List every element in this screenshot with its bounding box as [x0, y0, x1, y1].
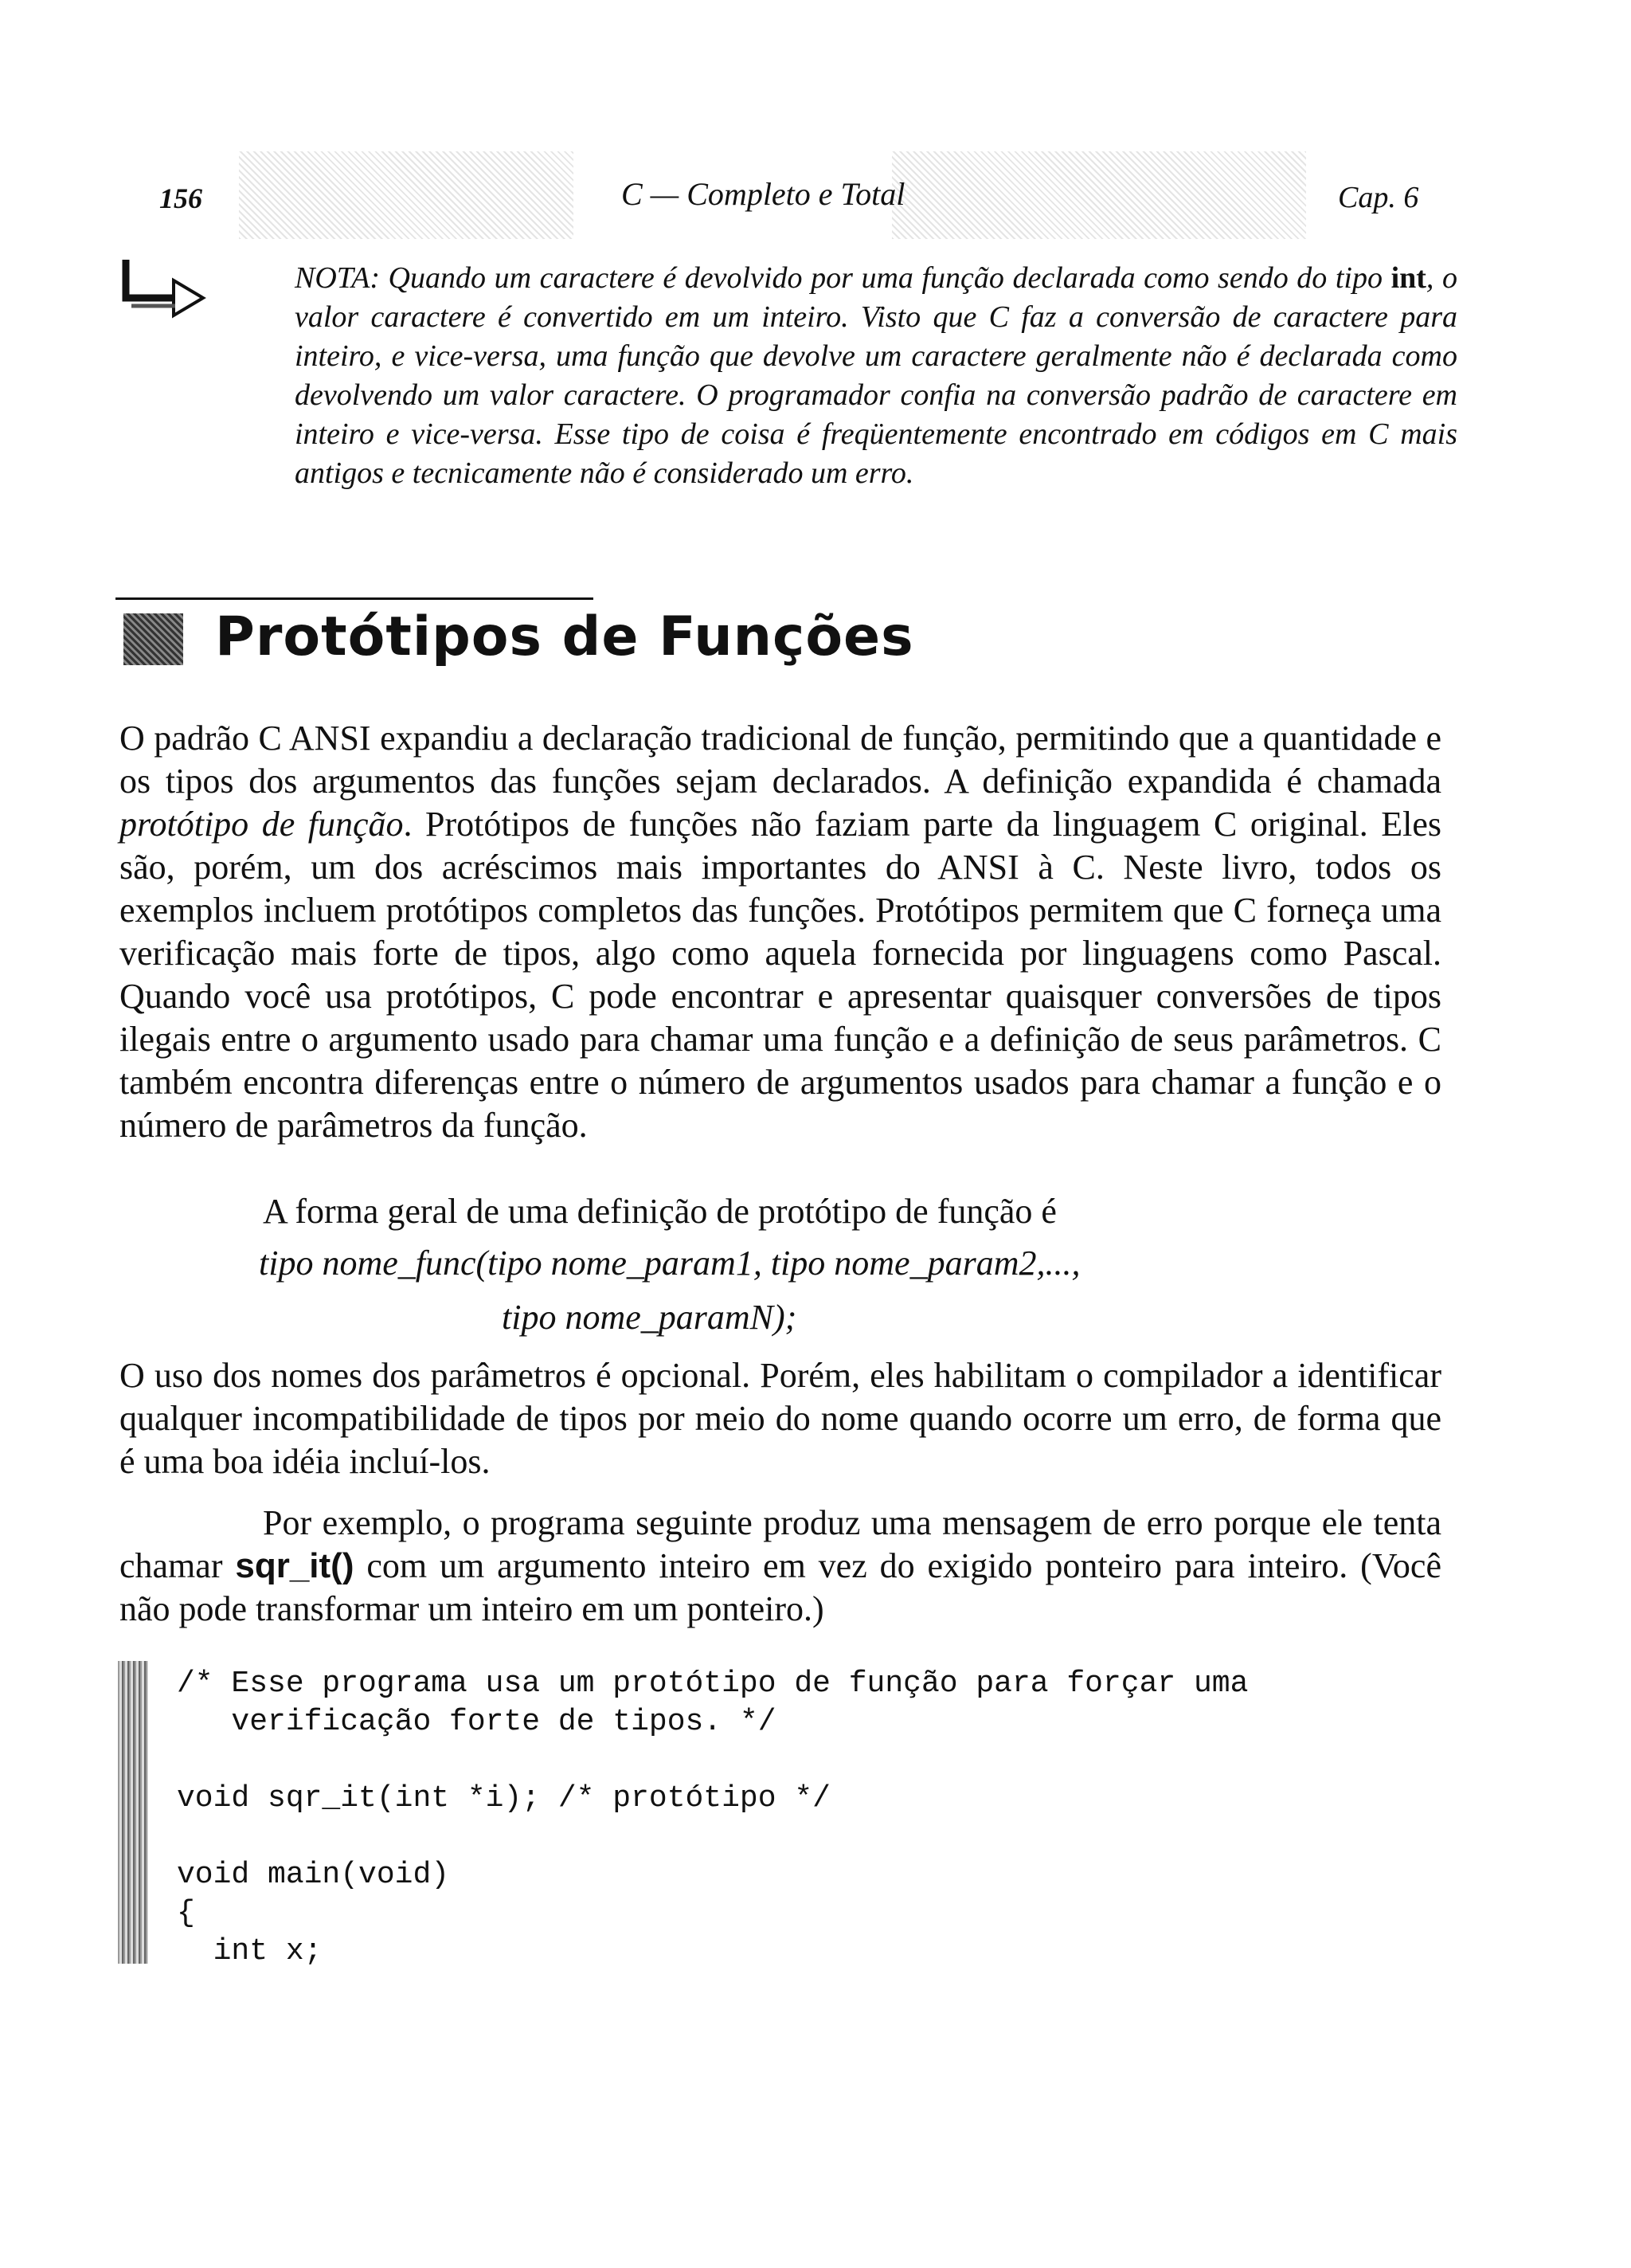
note-text-2: , o valor caractere é convertido em um inteiro. Visto que C faz a conversão de caractere para inteiro, e vice-versa, uma função que devolve um caractere geralmente não é declarada como devolvendo um valor caractere. O programador confia na conversão padrão de caractere em inteiro e vice-versa. Esse tipo de coisa é freqüentemente encontrado em códigos em C mais antigos e tecnicamente não é considerado um erro.	[295, 261, 1458, 490]
general-form-line-2: tipo nome_paramN);	[502, 1298, 797, 1337]
paragraph-2: O uso dos nomes dos parâmetros é opcional. Porém, eles habilitam o compilador a identificar qualquer incompatibilidade de tipos por meio do nome quando ocorre um erro, de forma que é uma boa idéia incluí-los.	[119, 1356, 1441, 1481]
p3-text-1: Por exemplo, o programa seguinte produz uma mensagem de erro porque ele tenta chamar	[119, 1503, 1441, 1585]
p3-function-name: sqr_it()	[235, 1546, 354, 1585]
general-form-line-1: tipo nome_func(tipo nome_param1, tipo nome_param2,...,	[259, 1244, 1081, 1283]
heading-square-icon	[123, 613, 183, 665]
p3-text-2: com um argumento inteiro em vez do exigido ponteiro para inteiro. (Você não pode transformar um inteiro em um ponteiro.)	[119, 1546, 1441, 1628]
header-shade-right	[892, 151, 1306, 239]
running-title: C — Completo e Total	[621, 176, 905, 212]
section-heading: Protótipos de Funções	[215, 605, 914, 668]
general-form-intro: A forma geral de uma definição de protótipo de função é	[263, 1192, 1057, 1231]
note-block	[295, 259, 1457, 493]
note-keyword-int: int	[1390, 261, 1426, 295]
note-text-1: Quando um caractere é devolvido por uma função declarada como sendo do tipo	[379, 261, 1391, 295]
page-number: 156	[159, 182, 202, 214]
p1-text-1: O padrão C ANSI expandiu a declaração tradicional de função, permitindo que a quantidade e os tipos dos argumentos das funções sejam declarados. A definição expandida é chamada	[119, 719, 1441, 801]
code-margin-bar	[118, 1661, 148, 1964]
chapter-label: Cap. 6	[1338, 181, 1419, 214]
code-listing: /* Esse programa usa um protótipo de função para forçar uma verificação forte de tipos. */ void sqr_it(int *i); /* protótipo */ void main(void) { int x;	[177, 1667, 1249, 1968]
heading-rule	[115, 597, 593, 600]
note-arrow-icon	[119, 257, 223, 320]
header-shade-left	[239, 151, 573, 239]
paragraph-1	[119, 717, 1441, 1147]
note-label: NOTA:	[295, 261, 380, 295]
p1-text-2: . Protótipos de funções não faziam parte da linguagem C original. Eles são, porém, um dos acréscimos mais importantes do ANSI à C. Neste livro, todos os exemplos incluem protótipos completos das funções. Protótipos permitem que C forneça uma verificação mais forte de tipos, algo como aquela fornecida por linguagens como Pascal. Quando você usa protótipos, C pode encontrar e apresentar quaisquer conversões de tipos ilegais entre o argumento usado para chamar uma função e a definição de seus parâmetros. C também encontra diferenças entre o número de argumentos usados para chamar a função e o número de parâmetros da função.	[119, 805, 1442, 1145]
paragraph-3	[119, 1502, 1441, 1631]
p1-italic-term: protótipo de função	[119, 805, 404, 844]
